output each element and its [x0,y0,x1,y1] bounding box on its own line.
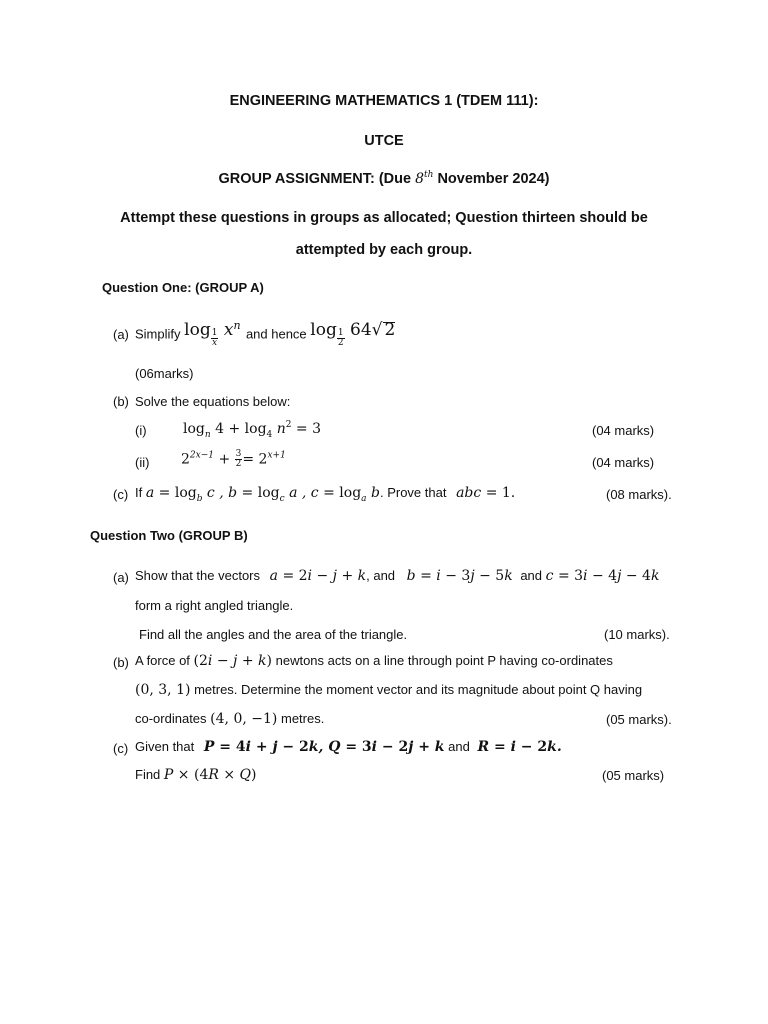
q2-a-line2: form a right angled triangle. [135,598,294,613]
q2-c-find: Find P × (4R × Q) [135,767,257,783]
q1-b-i-equation: $\log_n 4 + \log_4 n^2 = 3$ [183,420,322,440]
q2-c-marks: (05 marks) [602,768,665,783]
q1-c-text: If $a = \log_b c$ , $b = \log_c a$ , $c = \log_a b$. Prove that abc = 1. [135,485,516,504]
q2-c-text: Given that P = 4i + j − 2k, Q = 3i − 2j + k and R = i − 2k. [135,739,562,755]
q1-b-ii-marks: (04 marks) [592,455,655,470]
q2-a-label: (a) [113,570,129,585]
q2-b-line2: (0, 3, 1) metres. Determine the moment vector and its magnitude about point Q having [135,682,643,698]
q1-a-text: Simplify log $\frac{1}{x}$ $x^n$ and hence log $\frac{1}{2}$ 64√ 2 [135,319,396,348]
q1-a-expr2: log $\frac{1}{2}$ 64√ 2 [310,320,396,348]
q2-b-line3: co-ordinates (4, 0, −1) metres. [135,711,325,727]
q2-b-line1: A force of (2i − j + k) newtons acts on a line through point P having co-ordinates [135,653,613,669]
question-one-heading: Question One: (GROUP A) [102,280,264,295]
q2-a-text: Show that the vectors a = 2i − j + k, and b = i − 3j − 5k and c = 3i − 4j − 4k [135,568,660,584]
q2-b-label: (b) [113,655,129,670]
due-day: 8th [415,170,434,187]
q1-a-marks: (06marks) [135,366,194,381]
q1-b-ii-label: (ii) [135,455,150,470]
q1-b-i-marks: (04 marks) [592,423,655,438]
q2-c-label: (c) [113,741,129,756]
q2-a-line3: Find all the angles and the area of the triangle. [139,627,408,642]
q1-a-label: (a) [113,327,129,342]
document-title: ENGINEERING MATHEMATICS 1 (TDEM 111): [229,93,539,109]
question-two-heading: Question Two (GROUP B) [90,528,248,543]
q1-c-label: (c) [113,487,129,502]
instruction-line-1: Attempt these questions in groups as allocated; Question thirteen should be [120,210,648,226]
due-date-line [0,171,768,187]
due-suffix: November 2024) [437,171,550,187]
q2-a-marks: (10 marks). [604,627,670,642]
q1-b-ii-equation: $2^{2x-1}$ + $\frac{3}{2}$ = $2^{x+1}$ [181,449,286,469]
q1-b-i-label: (i) [135,423,147,438]
q2-b-marks: (05 marks). [606,712,672,727]
document-subtitle: UTCE [364,133,404,149]
q1-a-expr1: log $\frac{1}{x}$ $x^n$ [184,319,241,348]
q1-b-label: (b) [113,394,129,409]
instruction-line-2: attempted by each group. [295,242,473,258]
q1-c-marks: (08 marks). [606,487,672,502]
q1-b-text: Solve the equations below: [135,394,291,409]
due-prefix: GROUP ASSIGNMENT: (Due [218,171,412,187]
